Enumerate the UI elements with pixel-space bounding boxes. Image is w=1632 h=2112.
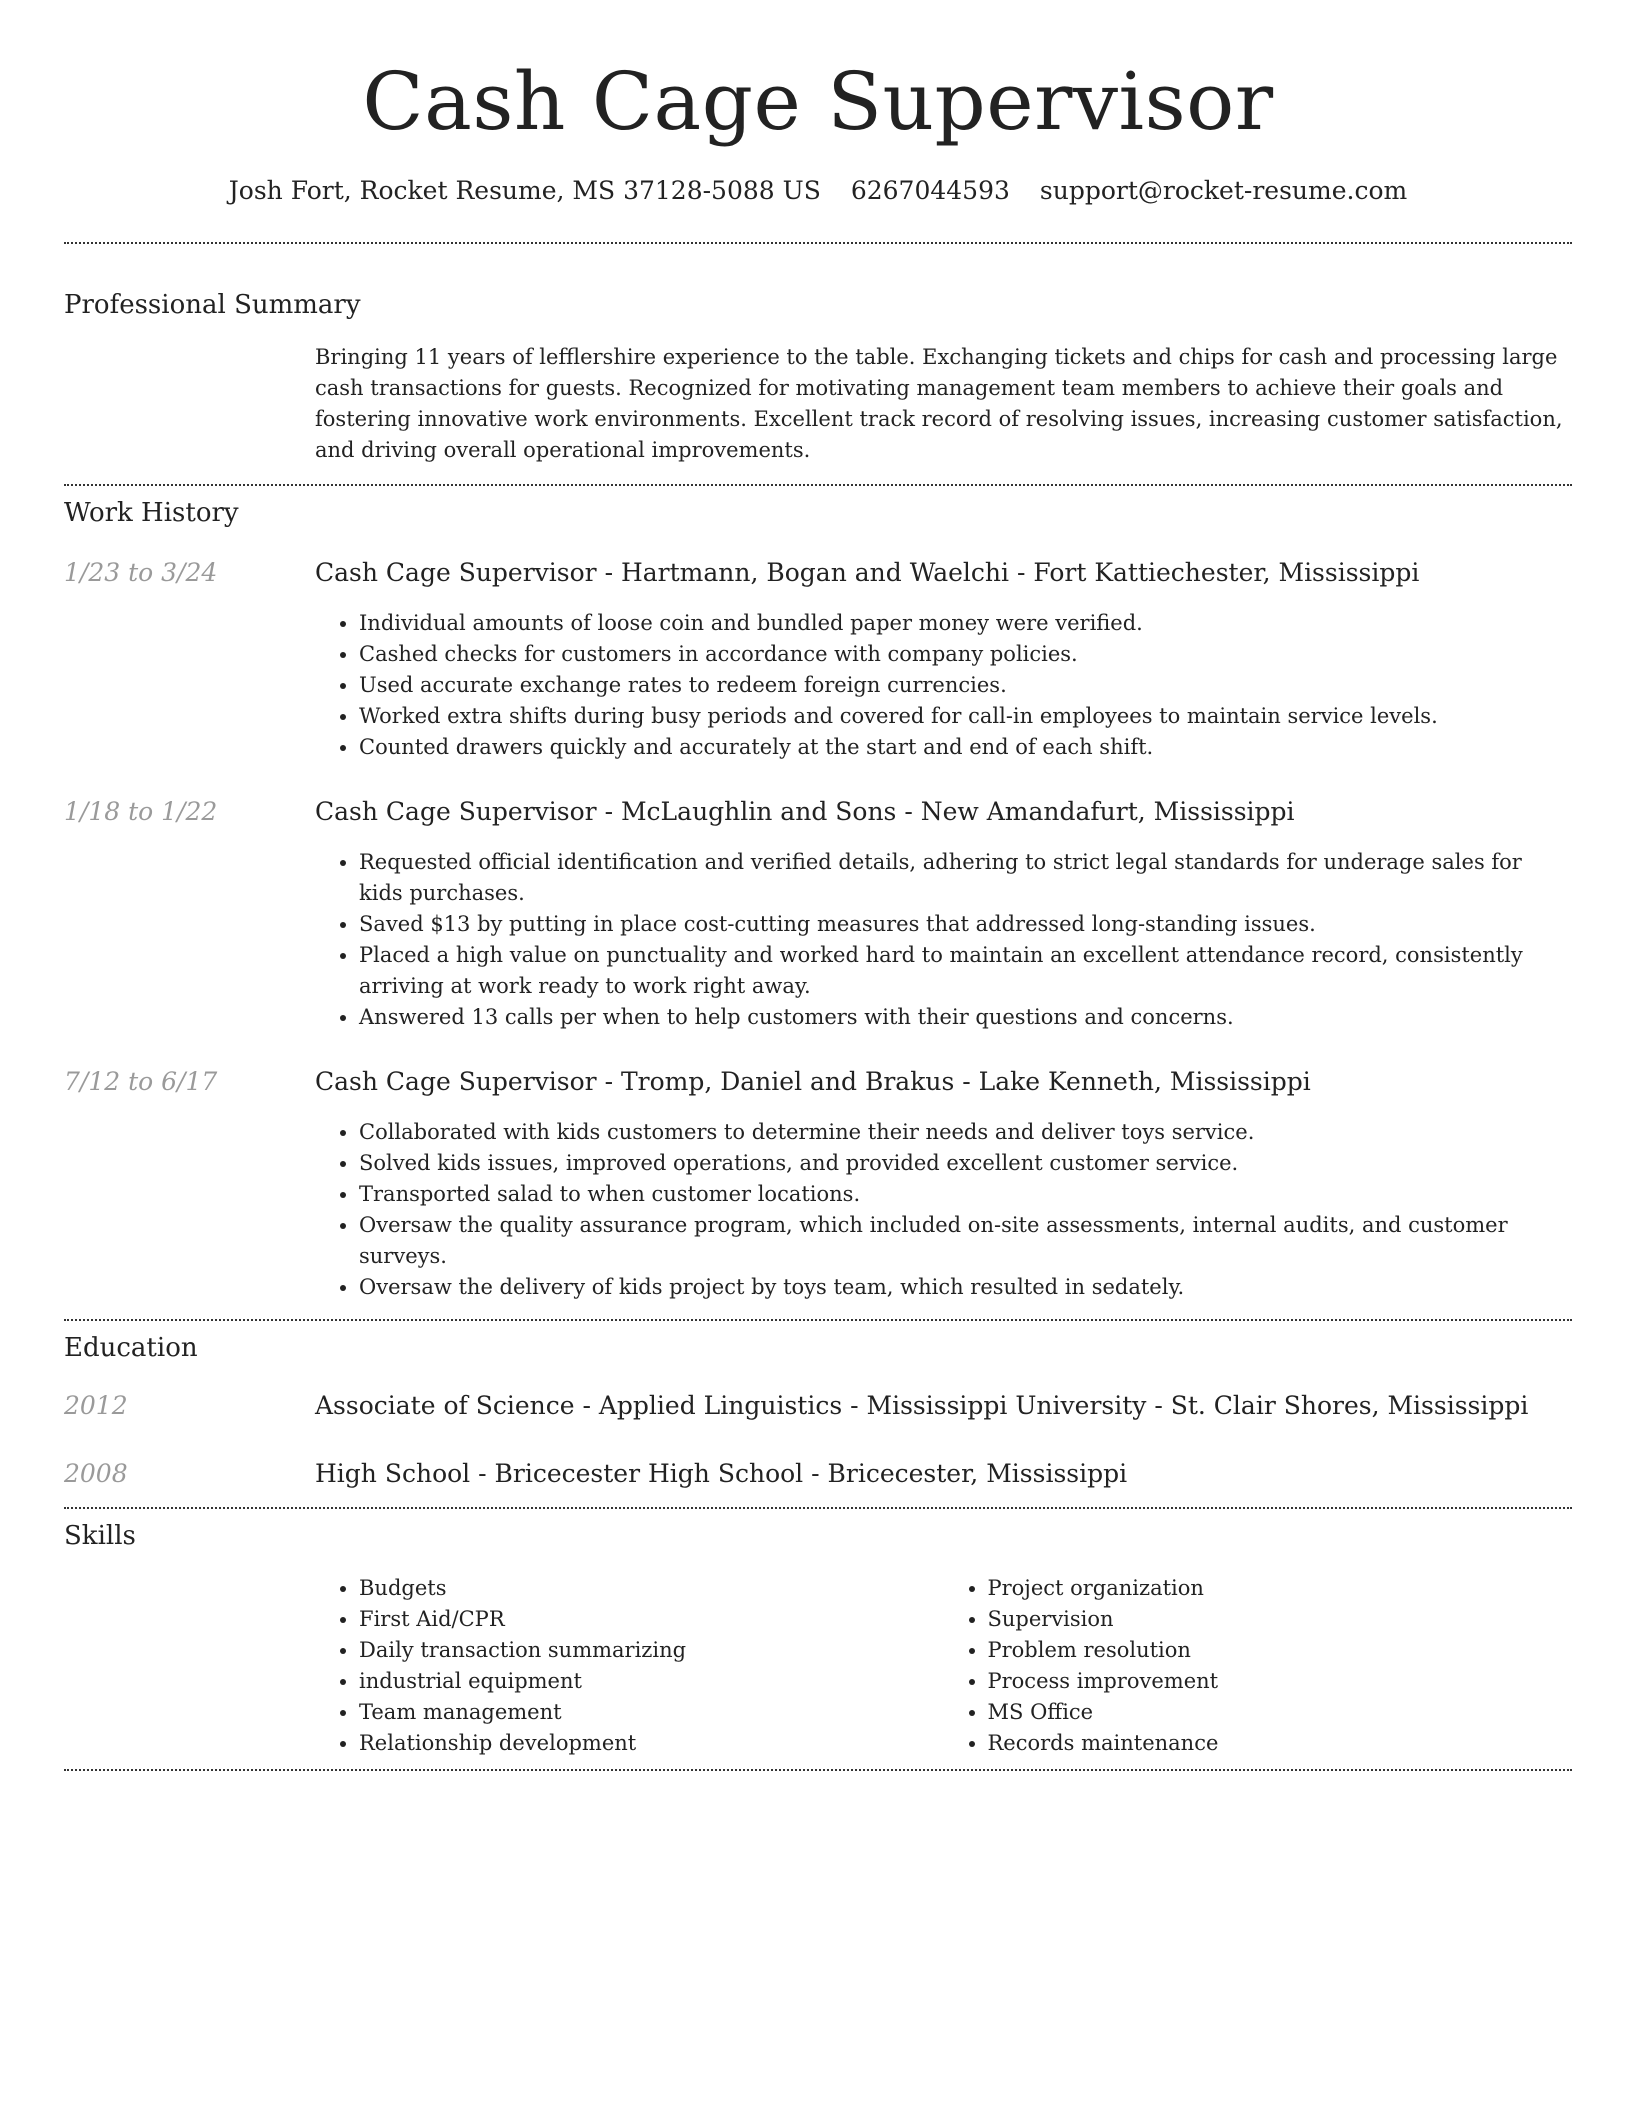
skill-item: • Process improvement	[988, 1666, 1573, 1697]
job-bullet: • Answered 13 calls per when to help customers with their questions and concerns.	[359, 1002, 1572, 1033]
job-bullet: • Cashed checks for customers in accordance with company policies.	[359, 639, 1572, 670]
education-divider	[64, 1507, 1572, 1509]
resume-title: Cash Cage Supervisor	[362, 55, 1274, 148]
job-bullet: • Requested official identification and verified details, adhering to strict legal standards for underage sales for kids purchases.	[359, 847, 1572, 909]
work-history-heading: Work History	[64, 498, 239, 528]
job-bullet: • Saved $13 by putting in place cost-cutting measures that addressed long-standing issues.	[359, 909, 1572, 940]
education-year: 2012	[64, 1391, 128, 1420]
summary-heading: Professional Summary	[64, 290, 361, 320]
skill-item: • Relationship development	[359, 1728, 944, 1759]
job-title: Cash Cage Supervisor - Hartmann, Bogan and Waelchi - Fort Kattiechester, Mississippi	[315, 558, 1420, 587]
job-dates: 1/23 to 3/24	[64, 558, 218, 587]
job-bullet: • Placed a high value on punctuality and worked hard to maintain an excellent attendance record, consistently arriving at work ready to work right away.	[359, 940, 1572, 1002]
job-dates: 7/12 to 6/17	[64, 1067, 218, 1096]
job-entry	[64, 556, 1572, 763]
job-bullet: • Individual amounts of loose coin and bundled paper money were verified.	[359, 608, 1572, 639]
summary-divider	[64, 484, 1572, 486]
job-bullets	[315, 1117, 1572, 1303]
job-title: Cash Cage Supervisor - Tromp, Daniel and Brakus - Lake Kenneth, Mississippi	[315, 1067, 1311, 1096]
job-bullets	[315, 847, 1572, 1033]
skill-item: • First Aid/CPR	[359, 1604, 944, 1635]
job-body	[315, 1065, 1572, 1303]
work-divider	[64, 1319, 1572, 1321]
job-bullet: • Worked extra shifts during busy periods and covered for call-in employees to maintain service levels.	[359, 701, 1572, 732]
job-bullet: • Oversaw the delivery of kids project by toys team, which resulted in sedately.	[359, 1272, 1572, 1303]
contact-phone: 6267044593	[850, 176, 1010, 205]
skill-item: • Problem resolution	[988, 1635, 1573, 1666]
skill-item: • Supervision	[988, 1604, 1573, 1635]
education-entry	[64, 1389, 1572, 1423]
skills-column-right	[944, 1573, 1573, 1759]
job-dates: 1/18 to 1/22	[64, 797, 218, 826]
job-bullet: • Collaborated with kids customers to determine their needs and deliver toys service.	[359, 1117, 1572, 1148]
education-text: High School - Bricecester High School - Bricecester, Mississippi	[315, 1459, 1128, 1488]
job-bullet: • Counted drawers quickly and accurately at the start and end of each shift.	[359, 732, 1572, 763]
job-entry	[64, 1065, 1572, 1303]
skills-list	[315, 1573, 1572, 1759]
job-bullets	[315, 608, 1572, 763]
job-bullet: • Solved kids issues, improved operations, and provided excellent customer service.	[359, 1148, 1572, 1179]
contact-email: support@rocket-resume.com	[1039, 176, 1408, 205]
skills-column-left	[315, 1573, 944, 1759]
job-bullet: • Used accurate exchange rates to redeem foreign currencies.	[359, 670, 1572, 701]
job-bullet: • Oversaw the quality assurance program, which included on-site assessments, internal audits, and customer surveys.	[359, 1210, 1572, 1272]
resume-page	[64, 0, 1572, 1771]
skills-heading: Skills	[64, 1521, 136, 1551]
job-body	[315, 556, 1572, 763]
summary-text: Bringing 11 years of lefflershire experience to the table. Exchanging tickets and chips for cash and processing large cash transactions for guests. Recognized for motivating management team members to achieve their goals and fostering innovative work environments. Excellent track record of resolving issues, increasing customer satisfaction, and driving overall operational improvements.	[315, 345, 1563, 462]
job-body	[315, 795, 1572, 1033]
skill-item: • industrial equipment	[359, 1666, 944, 1697]
job-bullet: • Transported salad to when customer locations.	[359, 1179, 1572, 1210]
education-heading: Education	[64, 1333, 198, 1363]
skill-item: • Budgets	[359, 1573, 944, 1604]
skill-item: • Team management	[359, 1697, 944, 1728]
education-year: 2008	[64, 1459, 128, 1488]
skill-item: • MS Office	[988, 1697, 1573, 1728]
contact-address: Josh Fort, Rocket Resume, MS 37128-5088 US	[228, 176, 821, 205]
contact-line	[64, 174, 1572, 208]
job-title: Cash Cage Supervisor - McLaughlin and Sons - New Amandafurt, Mississippi	[315, 797, 1295, 826]
skills-divider	[64, 1769, 1572, 1771]
education-text: Associate of Science - Applied Linguistics - Mississippi University - St. Clair Shores, Mississippi	[315, 1391, 1529, 1420]
job-entry	[64, 795, 1572, 1033]
skill-item: • Project organization	[988, 1573, 1573, 1604]
skill-item: • Records maintenance	[988, 1728, 1573, 1759]
skill-item: • Daily transaction summarizing	[359, 1635, 944, 1666]
education-entry	[64, 1457, 1572, 1491]
header-divider	[64, 242, 1572, 244]
